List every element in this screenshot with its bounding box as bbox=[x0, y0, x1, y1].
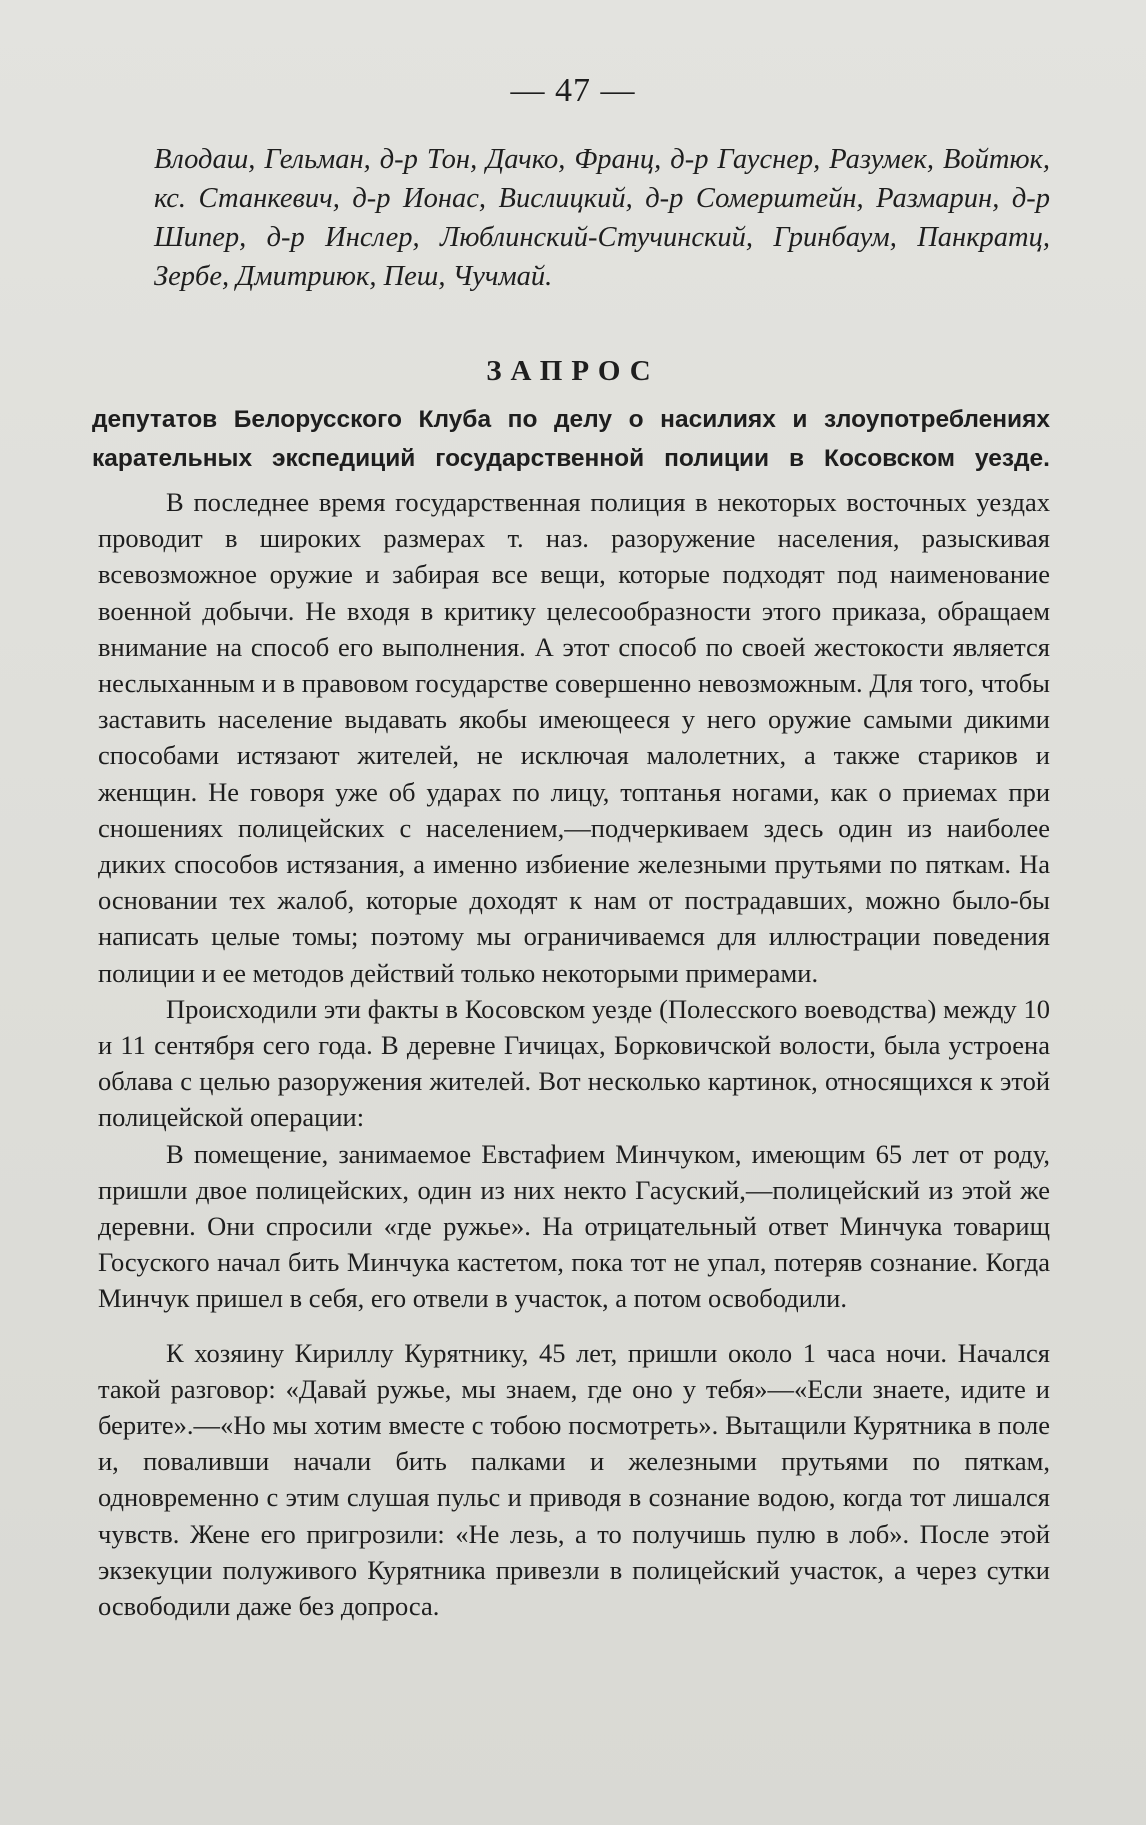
paragraph-4: К хозяину Кириллу Курятнику, 45 лет, пришли около 1 часа ночи. Начался такой разговор: «Давай ружье, мы знаем, где оно у тебя»—«Если знаете, идите и берите».—«Но мы хотим вместе с тобою посмотреть». Вытащили Курятника в поле и, поваливши начали бить палками и железными прутьями по пяткам, одновременно с этим слушая пульс и приводя в сознание водою, когда тот лишался чувств. Жене его пригрозили: «Не лезь, а то получишь пулю в лоб». После этой экзекуции полуживого Курятника привезли в полицейский участок, а через сутки освободили даже без допроса. bbox=[98, 1337, 1050, 1622]
paragraph-3: В помещение, занимаемое Евстафием Минчуком, имеющим 65 лет от роду, пришли двое полицейских, один из них некто Гасуский,—полицейский из этой же деревни. Они спросили «где ружье». На отрицательный ответ Минчука товарищ Госуского начал бить Минчука кастетом, пока тот не упал, потеряв сознание. Когда Минчук пришел в себя, его отвели в участок, а потом освободили. bbox=[98, 1138, 1050, 1314]
body-text bbox=[98, 484, 1050, 1624]
section-subheading: депутатов Белорусского Клуба по делу о насилиях и злоупотреблениях карательных экспедиций государственной полиции в Косовском уезде. bbox=[92, 406, 1050, 472]
paragraph-1: В последнее время государственная полиция в некоторых восточных уездах проводит в широких размерах т. наз. разоружение населения, разыскивая всевозможное оружие и забирая все вещи, которые подходят под наименование военной добычи. Не входя в критику целесообразности этого приказа, обращаем внимание на способ его выполнения. А этот способ по своей жестокости является неслыханным и в правовом государстве совершенно невозможным. Для того, чтобы заставить население выдавать якобы имеющееся у него оружие самыми дикими способами истязают жителей, не исключая малолетних, а также стариков и женщин. Не говоря уже об ударах по лицу, топтанья ногами, как о приемах при сношениях полицейских с населением,—подчеркиваем здесь один из наиболее диких способов истязания, а именно избиение железными прутьями по пяткам. На основании тех жалоб, которые доходят к нам от пострадавших, можно было-бы написать целые томы; поэтому мы ограничиваемся для иллюстрации поведения полиции и ее методов действий только некоторыми примерами. bbox=[98, 487, 1050, 988]
page-number: — 47 — bbox=[510, 72, 636, 109]
section-heading: ЗАПРОС bbox=[486, 355, 660, 387]
signatories-list: Влодаш, Гельман, д-р Тон, Дачко, Франц, д-р Гауснер, Разумек, Войтюк, кс. Станкевич, д-р Ионас, Вислицкий, д-р Сомерштейн, Размарин, д-р Шипер, д-р Инслер, Люблинский-Стучинский, Гринбаум, Панкратц, Зербе, Дмитриюк, Пеш, Чучмай. bbox=[154, 144, 1050, 292]
paragraph-2: Происходили эти факты в Косовском уезде (Полесского воеводства) между 10 и 11 сентября сего года. В деревне Гичицах, Борковичской волости, была устроена облава с целью разоружения жителей. Вот несколько картинок, относящихся к этой полицейской операции: bbox=[98, 993, 1050, 1133]
